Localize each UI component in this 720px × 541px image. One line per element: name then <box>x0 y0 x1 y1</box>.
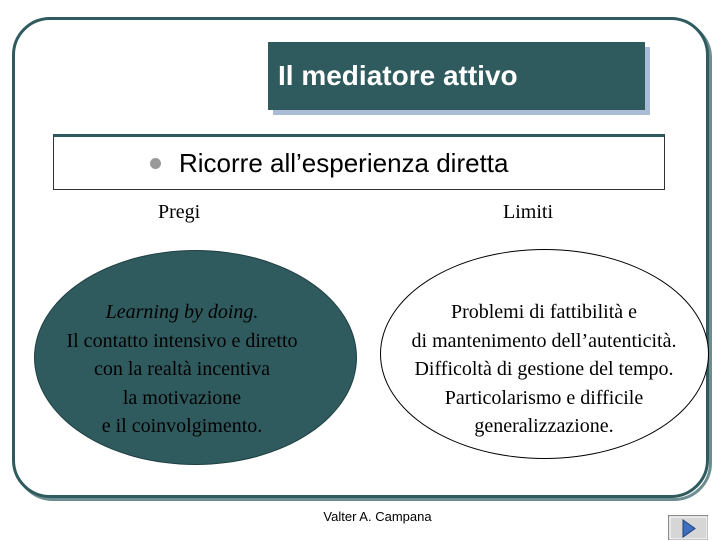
cons-label: Limiti <box>503 201 553 223</box>
pros-line: con la realtà incentiva <box>93 358 270 380</box>
cons-line: Problemi di fattibilità e <box>450 301 638 323</box>
pros-line: Learning by doing. <box>105 301 259 323</box>
cons-text <box>380 298 708 441</box>
next-slide-icon <box>669 516 709 541</box>
slide-title <box>268 42 645 110</box>
subtitle-box <box>53 134 665 190</box>
subtitle-text: Ricorre all’esperienza diretta <box>179 147 509 178</box>
cons-line: Difficoltà di gestione del tempo. <box>414 358 674 380</box>
pros-line: la motivazione <box>122 386 242 409</box>
cons-line: di mantenimento dell’autenticità. <box>411 329 677 352</box>
footer-author: Valter A. Campana <box>323 509 432 524</box>
pros-line: Il contatto intensivo e diretto <box>66 329 298 352</box>
bullet-icon <box>150 158 161 169</box>
pros-text <box>34 298 330 441</box>
pros-line: e il coinvolgimento. <box>101 415 263 437</box>
slide-title-text: Il mediatore attivo <box>278 60 518 91</box>
pros-label: Pregi <box>158 201 201 223</box>
next-slide-button[interactable] <box>668 515 708 540</box>
cons-line: Particolarismo e difficile <box>444 386 644 409</box>
cons-line: generalizzazione. <box>474 415 614 437</box>
